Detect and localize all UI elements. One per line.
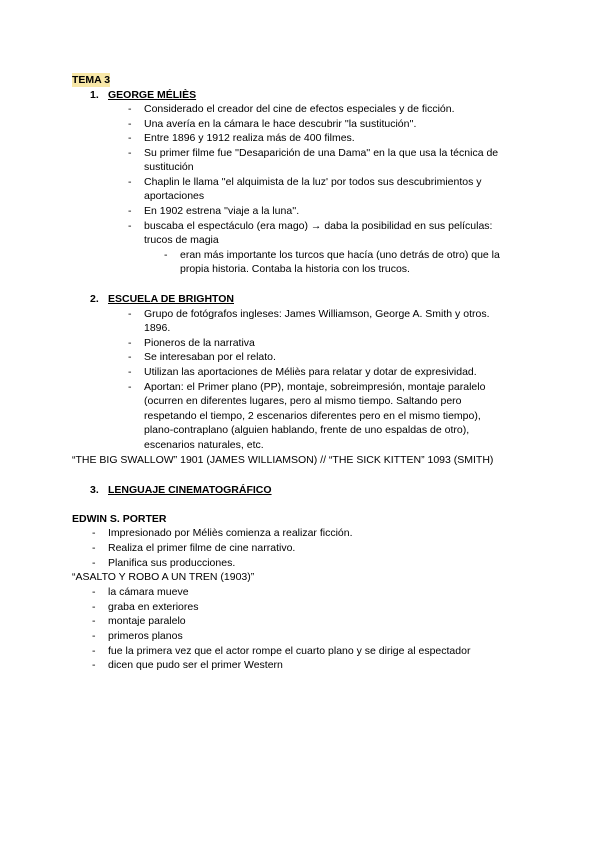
film-bullet-4: primeros planos xyxy=(108,630,183,642)
bullet-dash: - xyxy=(92,557,96,569)
bullet-dash: - xyxy=(128,118,132,130)
bullet-dash: - xyxy=(128,132,132,144)
s2-bullet-5: Aportan: el Primer plano (PP), montaje, sobreimpresión, montaje paralelo xyxy=(144,381,486,393)
porter-bullet-3: Planifica sus producciones. xyxy=(108,557,236,569)
film-bullet-6: dicen que pudo ser el primer Western xyxy=(108,659,283,671)
s1-bullet-3: Entre 1896 y 1912 realiza más de 400 filmes. xyxy=(144,132,355,144)
s2-bullet-5-cont-2: respetando el tiempo, 2 escenarios diferentes pero en el mismo tiempo), xyxy=(144,410,481,422)
bullet-dash: - xyxy=(92,527,96,539)
film-bullet-5: fue la primera vez que el actor rompe el cuarto plano y se dirige al espectador xyxy=(108,645,471,657)
section-1-number: 1. xyxy=(90,89,99,101)
film-bullet-2: graba en exteriores xyxy=(108,601,199,613)
bullet-dash: - xyxy=(164,249,168,261)
s2-bullet-1-cont: 1896. xyxy=(144,322,171,334)
s1-bullet-5: Chaplin le llama ''el alquimista de la luz' por todos sus descubrimientos y xyxy=(144,176,482,188)
porter-bullet-2: Realiza el primer filme de cine narrativo. xyxy=(108,542,296,554)
bullet-dash: - xyxy=(128,366,132,378)
section-2-number: 2. xyxy=(90,293,99,305)
bullet-dash: - xyxy=(128,103,132,115)
s2-bullet-1: Grupo de fotógrafos ingleses: James Williamson, George A. Smith y otros. xyxy=(144,308,490,320)
s2-bullet-3: Se interesaban por el relato. xyxy=(144,351,276,363)
topic-heading: TEMA 3 xyxy=(72,74,111,86)
s1-subbullet: eran más importante los turcos que hacía (uno detrás de otro) que la xyxy=(180,249,500,261)
bullet-dash: - xyxy=(92,630,96,642)
bullet-dash: - xyxy=(128,176,132,188)
s2-bullet-4: Utilizan las aportaciones de Méliès para relatar y dotar de expresividad. xyxy=(144,366,477,378)
section-3-title: LENGUAJE CINEMATOGRÁFICO xyxy=(108,484,272,496)
s1-bullet-7-cont: trucos de magia xyxy=(144,234,219,246)
bullet-dash: - xyxy=(128,308,132,320)
film-bullet-3: montaje paralelo xyxy=(108,615,186,627)
film-title: “ASALTO Y ROBO A UN TREN (1903)” xyxy=(72,571,255,583)
bullet-dash: - xyxy=(128,147,132,159)
s2-bullet-5-cont-3: plano-contraplano (alguien hablando, frente de uno espaldas de otro), xyxy=(144,424,470,436)
s1-bullet-7: buscaba el espectáculo (era mago) → daba la posibilidad en sus películas: xyxy=(144,220,493,232)
porter-heading: EDWIN S. PORTER xyxy=(72,513,167,525)
s1-bullet-1: Considerado el creador del cine de efectos especiales y de ficción. xyxy=(144,103,455,115)
bullet-dash: - xyxy=(92,615,96,627)
film-bullet-1: la cámara mueve xyxy=(108,586,189,598)
bullet-dash: - xyxy=(92,645,96,657)
films-line: “THE BIG SWALLOW” 1901 (JAMES WILLIAMSON) // “THE SICK KITTEN” 1093 (SMITH) xyxy=(72,454,494,466)
s1-subbullet-cont: propia historia. Contaba la historia con los trucos. xyxy=(180,263,410,275)
s1-bullet-4-cont: sustitución xyxy=(144,161,194,173)
section-3-number: 3. xyxy=(90,484,99,496)
s1-bullet-6: En 1902 estrena ''viaje a la luna''. xyxy=(144,205,300,217)
bullet-dash: - xyxy=(92,601,96,613)
bullet-dash: - xyxy=(128,351,132,363)
s1-bullet-2: Una avería en la cámara le hace descubrir ''la sustitución''. xyxy=(144,118,417,130)
bullet-dash: - xyxy=(128,220,132,232)
s1-bullet-5-cont: aportaciones xyxy=(144,190,205,202)
bullet-dash: - xyxy=(128,205,132,217)
section-2-title: ESCUELA DE BRIGHTON xyxy=(108,293,235,305)
section-1-title: GEORGE MÉLIÈS xyxy=(108,89,197,101)
bullet-dash: - xyxy=(128,381,132,393)
s2-bullet-2: Pioneros de la narrativa xyxy=(144,337,255,349)
porter-bullet-1: Impresionado por Méliès comienza a realizar ficción. xyxy=(108,527,353,539)
bullet-dash: - xyxy=(92,542,96,554)
s2-bullet-5-cont-1: (ocurren en diferentes lugares, pero al mismo tiempo. Saltando pero xyxy=(144,395,462,407)
bullet-dash: - xyxy=(92,586,96,598)
bullet-dash: - xyxy=(92,659,96,671)
bullet-dash: - xyxy=(128,337,132,349)
s1-bullet-4: Su primer filme fue ''Desaparición de una Dama'' en la que usa la técnica de xyxy=(144,147,499,159)
s2-bullet-5-cont-4: escenarios naturales, etc. xyxy=(144,439,264,451)
